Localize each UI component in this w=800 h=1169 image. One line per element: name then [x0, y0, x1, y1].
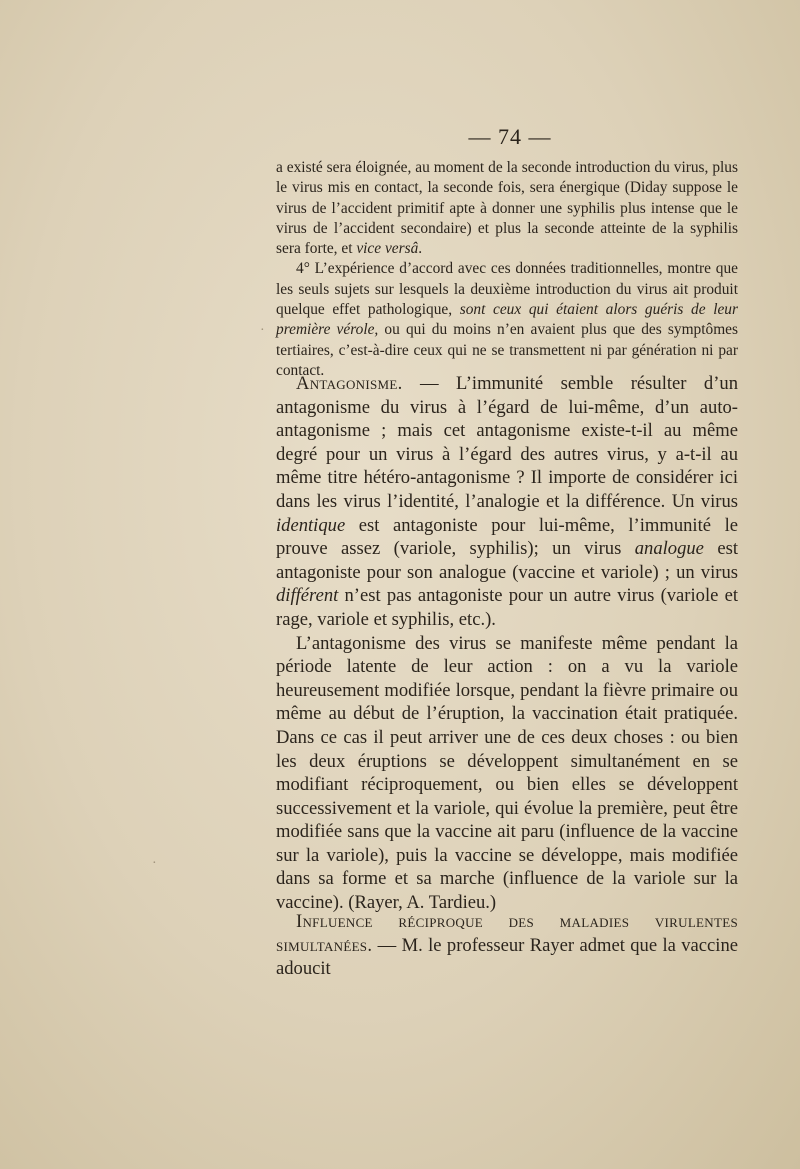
small-text-block: [276, 158, 738, 381]
antagonism-paragraph-1: Antagonisme. — L’immunité semble résulter d’un antagonisme du virus à l’égard de lui-même, d’un auto-antagonisme ; mais cet antagonisme existe-t-il au même degré pour un virus à l’égard des autres virus, y a-t-il au même titre hétéro-antagonisme ? Il importe de considérer ici dans les virus l’identité, l’analogie et la différence. Un virus identique est antagoniste pour lui-même, l’immunité le prouve assez (variole, syphilis); un virus analogue est antagoniste pour son analogue (vaccine et variole) ; un virus différent n’est pas antagoniste pour un autre virus (variole et rage, variole et syphilis, etc.).: [276, 373, 738, 630]
margin-mark: ·: [260, 323, 265, 338]
antagonism-paragraph-2: L’antagonisme des virus se manifeste même pendant la période latente de leur action : on a vu la variole heureusement modifiée lorsque, pendant la fièvre primaire ou même au début de l’éruption, la vaccination était pratiquée. Dans ce cas il peut arriver une de ces deux choses : ou bien les deux éruptions se développent simultanément en se modifiant réciproquement, ou bien elles se développent successivement et la variole, qui évolue la première, peut être modifiée sans que la vaccine ait paru (influence de la vaccine sur la variole), puis la vaccine se développe, mais modifiée dans sa forme et sa marche (influence de la variole sur la vaccine). (Rayer, A. Tardieu.): [276, 632, 738, 914]
antagonism-section: [276, 372, 738, 915]
paragraph-2: 4° L’expérience d’accord avec ces données traditionnelles, montre que les seuls sujets sur lesquels la deuxième introduction du virus ait produit quelque effet pathologique, sont ceux qui étaient alors guéris de leur première vérole, ou qui du moins n’en avaient plus que des symptômes tertiaires, c’est-à-dire ceux qui ne se transmettent ni par génération ni par contact.: [276, 260, 738, 379]
section-heading-antagonism: Antagonisme.: [296, 373, 403, 394]
section-heading-influence: Influence réciproque des maladies virulentes simultanées.: [276, 911, 738, 956]
influence-paragraph: Influence réciproque des maladies virulentes simultanées. — M. le professeur Rayer admet que la vaccine adoucit: [276, 911, 738, 980]
page-number: — 74 —: [468, 124, 552, 149]
influence-section: [276, 910, 738, 981]
paragraph-1: a existé sera éloignée, au moment de la seconde introduction du virus, plus le virus mis en contact, la seconde fois, sera énergique (Diday suppose le virus de l’accident primitif apte à donner une syphilis plus intense que le virus de l’accident secondaire) et plus la seconde atteinte de la syphilis sera forte, et vice versâ.: [276, 159, 738, 258]
margin-mark: ·: [152, 856, 157, 871]
